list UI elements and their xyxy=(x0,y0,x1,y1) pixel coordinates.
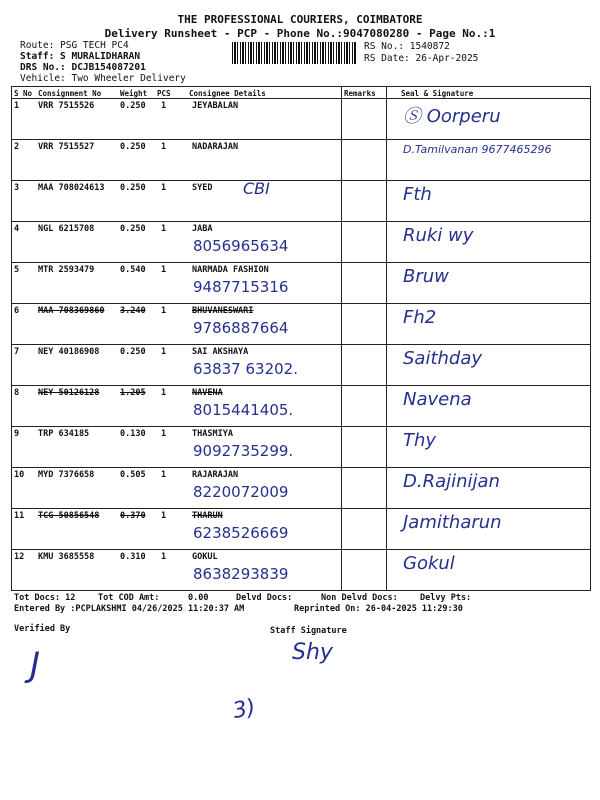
row-pcs: 1 xyxy=(161,429,167,439)
row-sno: 2 xyxy=(14,142,20,152)
row-sno: 9 xyxy=(14,429,20,439)
row-consignee-name: THARUN xyxy=(192,511,223,521)
row-pcs: 1 xyxy=(161,183,167,193)
drs-label: DRS No.: DCJB154087201 xyxy=(20,62,146,73)
runsheet-subtitle: Delivery Runsheet - PCP - Phone No.:9047080280 - Page No.:1 xyxy=(104,27,496,40)
row-consignment-no: TCG 50856548 xyxy=(38,511,100,521)
row-divider xyxy=(11,221,591,222)
row-consignee-name: THASMIYA xyxy=(192,429,233,439)
row-weight: 0.250 xyxy=(120,347,146,357)
row-consignee-phone: 8638293839 xyxy=(193,565,289,583)
bottom-mark: 3) xyxy=(230,694,258,725)
row-signature: Bruw xyxy=(403,266,449,287)
row-pcs: 1 xyxy=(161,511,167,521)
row-sno: 10 xyxy=(14,470,25,480)
row-consignment-no: VRR 7515526 xyxy=(38,101,95,111)
row-consignment-no: KMU 3685558 xyxy=(38,552,95,562)
barcode xyxy=(232,42,357,64)
row-consignee-phone: 9092735299. xyxy=(193,442,294,460)
col-sno: S No xyxy=(14,89,33,98)
delivery-points: Delvy Pts: xyxy=(420,593,472,603)
col-remarks: Remarks xyxy=(344,89,376,98)
delivered-docs: Delvd Docs: xyxy=(236,593,293,603)
rs-number: RS No.: 1540872 xyxy=(364,41,450,52)
col-weight: Weight xyxy=(120,89,148,98)
row-consignee-name: NAVENA xyxy=(192,388,223,398)
row-consignee-name: JABA xyxy=(192,224,213,234)
row-pcs: 1 xyxy=(161,388,167,398)
row-signature: Fh2 xyxy=(403,307,437,328)
row-consignment-no: TRP 634185 xyxy=(38,429,90,439)
row-consignee-name: GOKUL xyxy=(192,552,218,562)
staff-signature: Shy xyxy=(292,640,333,665)
row-divider xyxy=(11,590,591,591)
row-consignment-no: MAA 708369860 xyxy=(38,306,105,316)
row-weight: 0.250 xyxy=(120,183,146,193)
row-pcs: 1 xyxy=(161,101,167,111)
row-pcs: 1 xyxy=(161,142,167,152)
route-label: Route: PSG TECH PC4 xyxy=(20,40,129,51)
row-consignee-name: BHUVANESWARI xyxy=(192,306,254,316)
row-consignment-no: NGL 6215708 xyxy=(38,224,95,234)
row-weight: 0.250 xyxy=(120,101,146,111)
row-signature: Navena xyxy=(403,389,472,410)
entered-by: Entered By :PCPLAKSHMI 04/26/2025 11:20:37 AM xyxy=(14,604,245,614)
row-pcs: 1 xyxy=(161,224,167,234)
runsheet-table xyxy=(11,86,591,591)
row-sno: 7 xyxy=(14,347,20,357)
row-consignee-name: JEYABALAN xyxy=(192,101,239,111)
row-consignment-no: MAA 708024613 xyxy=(38,183,105,193)
row-sno: 11 xyxy=(14,511,25,521)
row-consignment-no: NEY 50126128 xyxy=(38,388,100,398)
reprinted-on: Reprinted On: 26-04-2025 11:29:30 xyxy=(294,604,463,614)
row-signature: Ⓢ Oorperu xyxy=(403,106,501,127)
row-consignee-name: RAJARAJAN xyxy=(192,470,239,480)
row-weight: 0.130 xyxy=(120,429,146,439)
row-consignee-phone: 8015441405. xyxy=(193,401,294,419)
row-divider xyxy=(11,180,591,181)
row-weight: 0.370 xyxy=(120,511,146,521)
row-pcs: 1 xyxy=(161,552,167,562)
total-cod-label: Tot COD Amt: xyxy=(98,593,160,603)
row-consignee-phone: 9487715316 xyxy=(193,278,289,296)
row-pcs: 1 xyxy=(161,265,167,275)
row-divider xyxy=(11,262,591,263)
row-weight: 0.540 xyxy=(120,265,146,275)
row-consignee-name: SYED xyxy=(192,183,213,193)
row-weight: 0.250 xyxy=(120,142,146,152)
col-consignment: Consignment No xyxy=(38,89,102,98)
row-consignee-phone: 6238526669 xyxy=(193,524,289,542)
row-sno: 5 xyxy=(14,265,20,275)
row-weight: 0.250 xyxy=(120,224,146,234)
verified-by-label: Verified By xyxy=(14,624,71,634)
row-pcs: 1 xyxy=(161,470,167,480)
row-consignee-name: NADARAJAN xyxy=(192,142,239,152)
row-pcs: 1 xyxy=(161,347,167,357)
row-divider xyxy=(11,139,591,140)
row-weight: 3.240 xyxy=(120,306,146,316)
col-pcs: PCS xyxy=(157,89,171,98)
col-consignee: Consignee Details xyxy=(189,89,266,98)
row-consignee-phone: 8220072009 xyxy=(193,483,289,501)
row-signature: Thy xyxy=(403,430,437,451)
staff-label: Staff: S MURALIDHARAN xyxy=(20,51,141,62)
row-divider xyxy=(11,385,591,386)
vehicle-label: Vehicle: Two Wheeler Delivery xyxy=(20,73,186,84)
row-divider xyxy=(11,426,591,427)
row-consignee-name: NARMADA FASHION xyxy=(192,265,269,275)
row-sno: 8 xyxy=(14,388,20,398)
row-consignee-phone: 8056965634 xyxy=(193,237,289,255)
row-consignment-no: VRR 7515527 xyxy=(38,142,95,152)
row-divider xyxy=(11,344,591,345)
row-weight: 0.310 xyxy=(120,552,146,562)
row-signature: Saithday xyxy=(403,348,483,369)
row-signature: Fth xyxy=(403,184,432,205)
handwritten-note: CBI xyxy=(243,179,270,198)
row-signature: Ruki wy xyxy=(403,225,474,246)
row-signature: Jamitharun xyxy=(403,512,502,533)
row-consignee-name: SAI AKSHAYA xyxy=(192,347,249,357)
row-divider xyxy=(11,467,591,468)
row-divider xyxy=(11,508,591,509)
row-consignee-phone: 9786887664 xyxy=(193,319,289,337)
row-divider xyxy=(11,303,591,304)
row-signature: D.Tamilvanan 9677465296 xyxy=(403,143,552,156)
row-sno: 3 xyxy=(14,183,20,193)
verifier-signature: J xyxy=(30,645,41,685)
row-sno: 1 xyxy=(14,101,20,111)
row-weight: 1.205 xyxy=(120,388,146,398)
rs-date: RS Date: 26-Apr-2025 xyxy=(364,53,479,64)
row-sno: 12 xyxy=(14,552,25,562)
total-docs: Tot Docs: 12 xyxy=(14,593,76,603)
row-consignment-no: MTR 2593479 xyxy=(38,265,95,275)
total-cod-value: 0.00 xyxy=(188,593,209,603)
row-divider xyxy=(11,549,591,550)
row-signature: Gokul xyxy=(403,553,455,574)
company-title: THE PROFESSIONAL COURIERS, COIMBATORE xyxy=(177,13,423,26)
staff-signature-label: Staff Signature xyxy=(270,626,347,636)
row-consignment-no: MYD 7376658 xyxy=(38,470,95,480)
col-seal-signature: Seal & Signature xyxy=(401,89,474,98)
row-pcs: 1 xyxy=(161,306,167,316)
row-sno: 6 xyxy=(14,306,20,316)
row-weight: 0.505 xyxy=(120,470,146,480)
row-sno: 4 xyxy=(14,224,20,234)
row-consignment-no: NEY 40186908 xyxy=(38,347,100,357)
non-delivered-docs: Non Delvd Docs: xyxy=(321,593,398,603)
row-consignee-phone: 63837 63202. xyxy=(193,360,298,378)
row-signature: D.Rajinijan xyxy=(403,471,500,492)
